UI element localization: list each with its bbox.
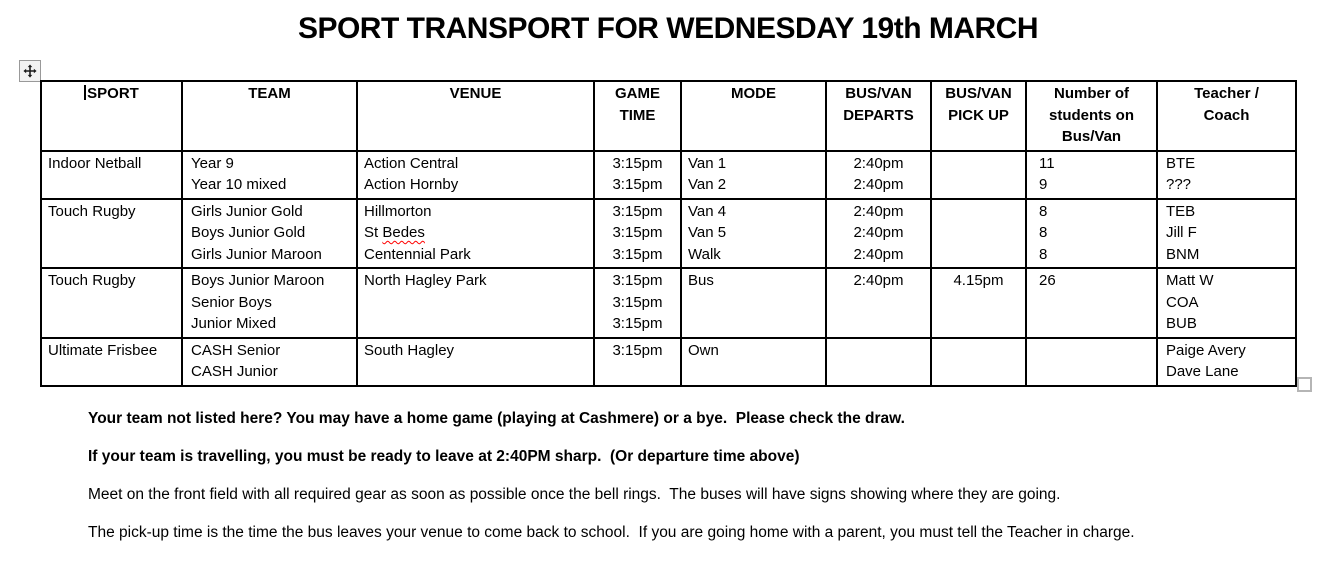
cell-mode: Bus <box>681 268 826 338</box>
cell-bus-van-departs: 2:40pm 2:40pm 2:40pm <box>826 199 931 269</box>
column-header-mode: MODE <box>681 81 826 151</box>
cell-students-on-bus-van <box>1026 338 1157 386</box>
table-move-handle[interactable] <box>19 60 41 82</box>
cell-game-time: 3:15pm 3:15pm <box>594 151 681 199</box>
cell-game-time: 3:15pm <box>594 338 681 386</box>
column-header-game-time: GAME TIME <box>594 81 681 151</box>
cell-mode: Van 1 Van 2 <box>681 151 826 199</box>
table-header-row <box>41 81 1296 151</box>
cell-venue: North Hagley Park <box>357 268 594 338</box>
column-header-sport: SPORT <box>41 81 182 151</box>
table-move-icon <box>23 64 37 78</box>
cell-students-on-bus-van: 26 <box>1026 268 1157 338</box>
cell-teacher-coach: BTE ??? <box>1157 151 1296 199</box>
cell-team: Girls Junior Gold Boys Junior Gold Girls Junior Maroon <box>182 199 357 269</box>
misspelled-word: Bedes <box>382 224 425 241</box>
cell-team: Boys Junior Maroon Senior Boys Junior Mixed <box>182 268 357 338</box>
cell-bus-van-departs <box>826 338 931 386</box>
table-row <box>41 338 1296 386</box>
cell-sport: Touch Rugby <box>41 199 182 269</box>
table-resize-handle[interactable] <box>1297 377 1312 392</box>
cell-sport: Indoor Netball <box>41 151 182 199</box>
column-header-bus-van-departs: BUS/VAN DEPARTS <box>826 81 931 151</box>
cell-teacher-coach: TEB Jill F BNM <box>1157 199 1296 269</box>
cell-bus-van-pick-up <box>931 199 1026 269</box>
cell-bus-van-pick-up <box>931 151 1026 199</box>
note-paragraph: If your team is travelling, you must be ready to leave at 2:40PM sharp. (Or departure time above) <box>88 448 800 465</box>
cell-game-time: 3:15pm 3:15pm 3:15pm <box>594 268 681 338</box>
cell-team: CASH Senior CASH Junior <box>182 338 357 386</box>
cell-bus-van-pick-up <box>931 338 1026 386</box>
cell-bus-van-departs: 2:40pm <box>826 268 931 338</box>
table-row <box>41 268 1296 338</box>
column-header-venue: VENUE <box>357 81 594 151</box>
column-header-team: TEAM <box>182 81 357 151</box>
cell-mode: Van 4 Van 5 Walk <box>681 199 826 269</box>
cell-venue: Action Central Action Hornby <box>357 151 594 199</box>
note-paragraph: Your team not listed here? You may have a home game (playing at Cashmere) or a bye. Please check the draw. <box>88 410 905 427</box>
cell-students-on-bus-van: 8 8 8 <box>1026 199 1157 269</box>
notes-section <box>88 408 1312 560</box>
cell-sport: Touch Rugby <box>41 268 182 338</box>
table-row <box>41 199 1296 269</box>
cell-teacher-coach: Paige Avery Dave Lane <box>1157 338 1296 386</box>
cell-venue: South Hagley <box>357 338 594 386</box>
transport-table <box>40 80 1297 387</box>
note-paragraph: Meet on the front field with all required gear as soon as possible once the bell rings. The buses will have signs showing where they are going. <box>88 486 1061 503</box>
cell-venue: Hillmorton St Bedes Centennial Park <box>357 199 594 269</box>
note-paragraph: The pick-up time is the time the bus leaves your venue to come back to school. If you are going home with a parent, you must tell the Teacher in charge. <box>88 524 1135 541</box>
cell-bus-van-pick-up: 4.15pm <box>931 268 1026 338</box>
column-header-teacher-coach: Teacher / Coach <box>1157 81 1296 151</box>
cell-mode: Own <box>681 338 826 386</box>
column-header-bus-van-pick-up: BUS/VAN PICK UP <box>931 81 1026 151</box>
column-header-students-on-bus-van: Number of students on Bus/Van <box>1026 81 1157 151</box>
page-title: SPORT TRANSPORT FOR WEDNESDAY 19th MARCH <box>297 12 1039 45</box>
cell-sport: Ultimate Frisbee <box>41 338 182 386</box>
cell-bus-van-departs: 2:40pm 2:40pm <box>826 151 931 199</box>
cell-students-on-bus-van: 11 9 <box>1026 151 1157 199</box>
cell-team: Year 9 Year 10 mixed <box>182 151 357 199</box>
cell-teacher-coach: Matt W COA BUB <box>1157 268 1296 338</box>
cell-game-time: 3:15pm 3:15pm 3:15pm <box>594 199 681 269</box>
table-row <box>41 151 1296 199</box>
